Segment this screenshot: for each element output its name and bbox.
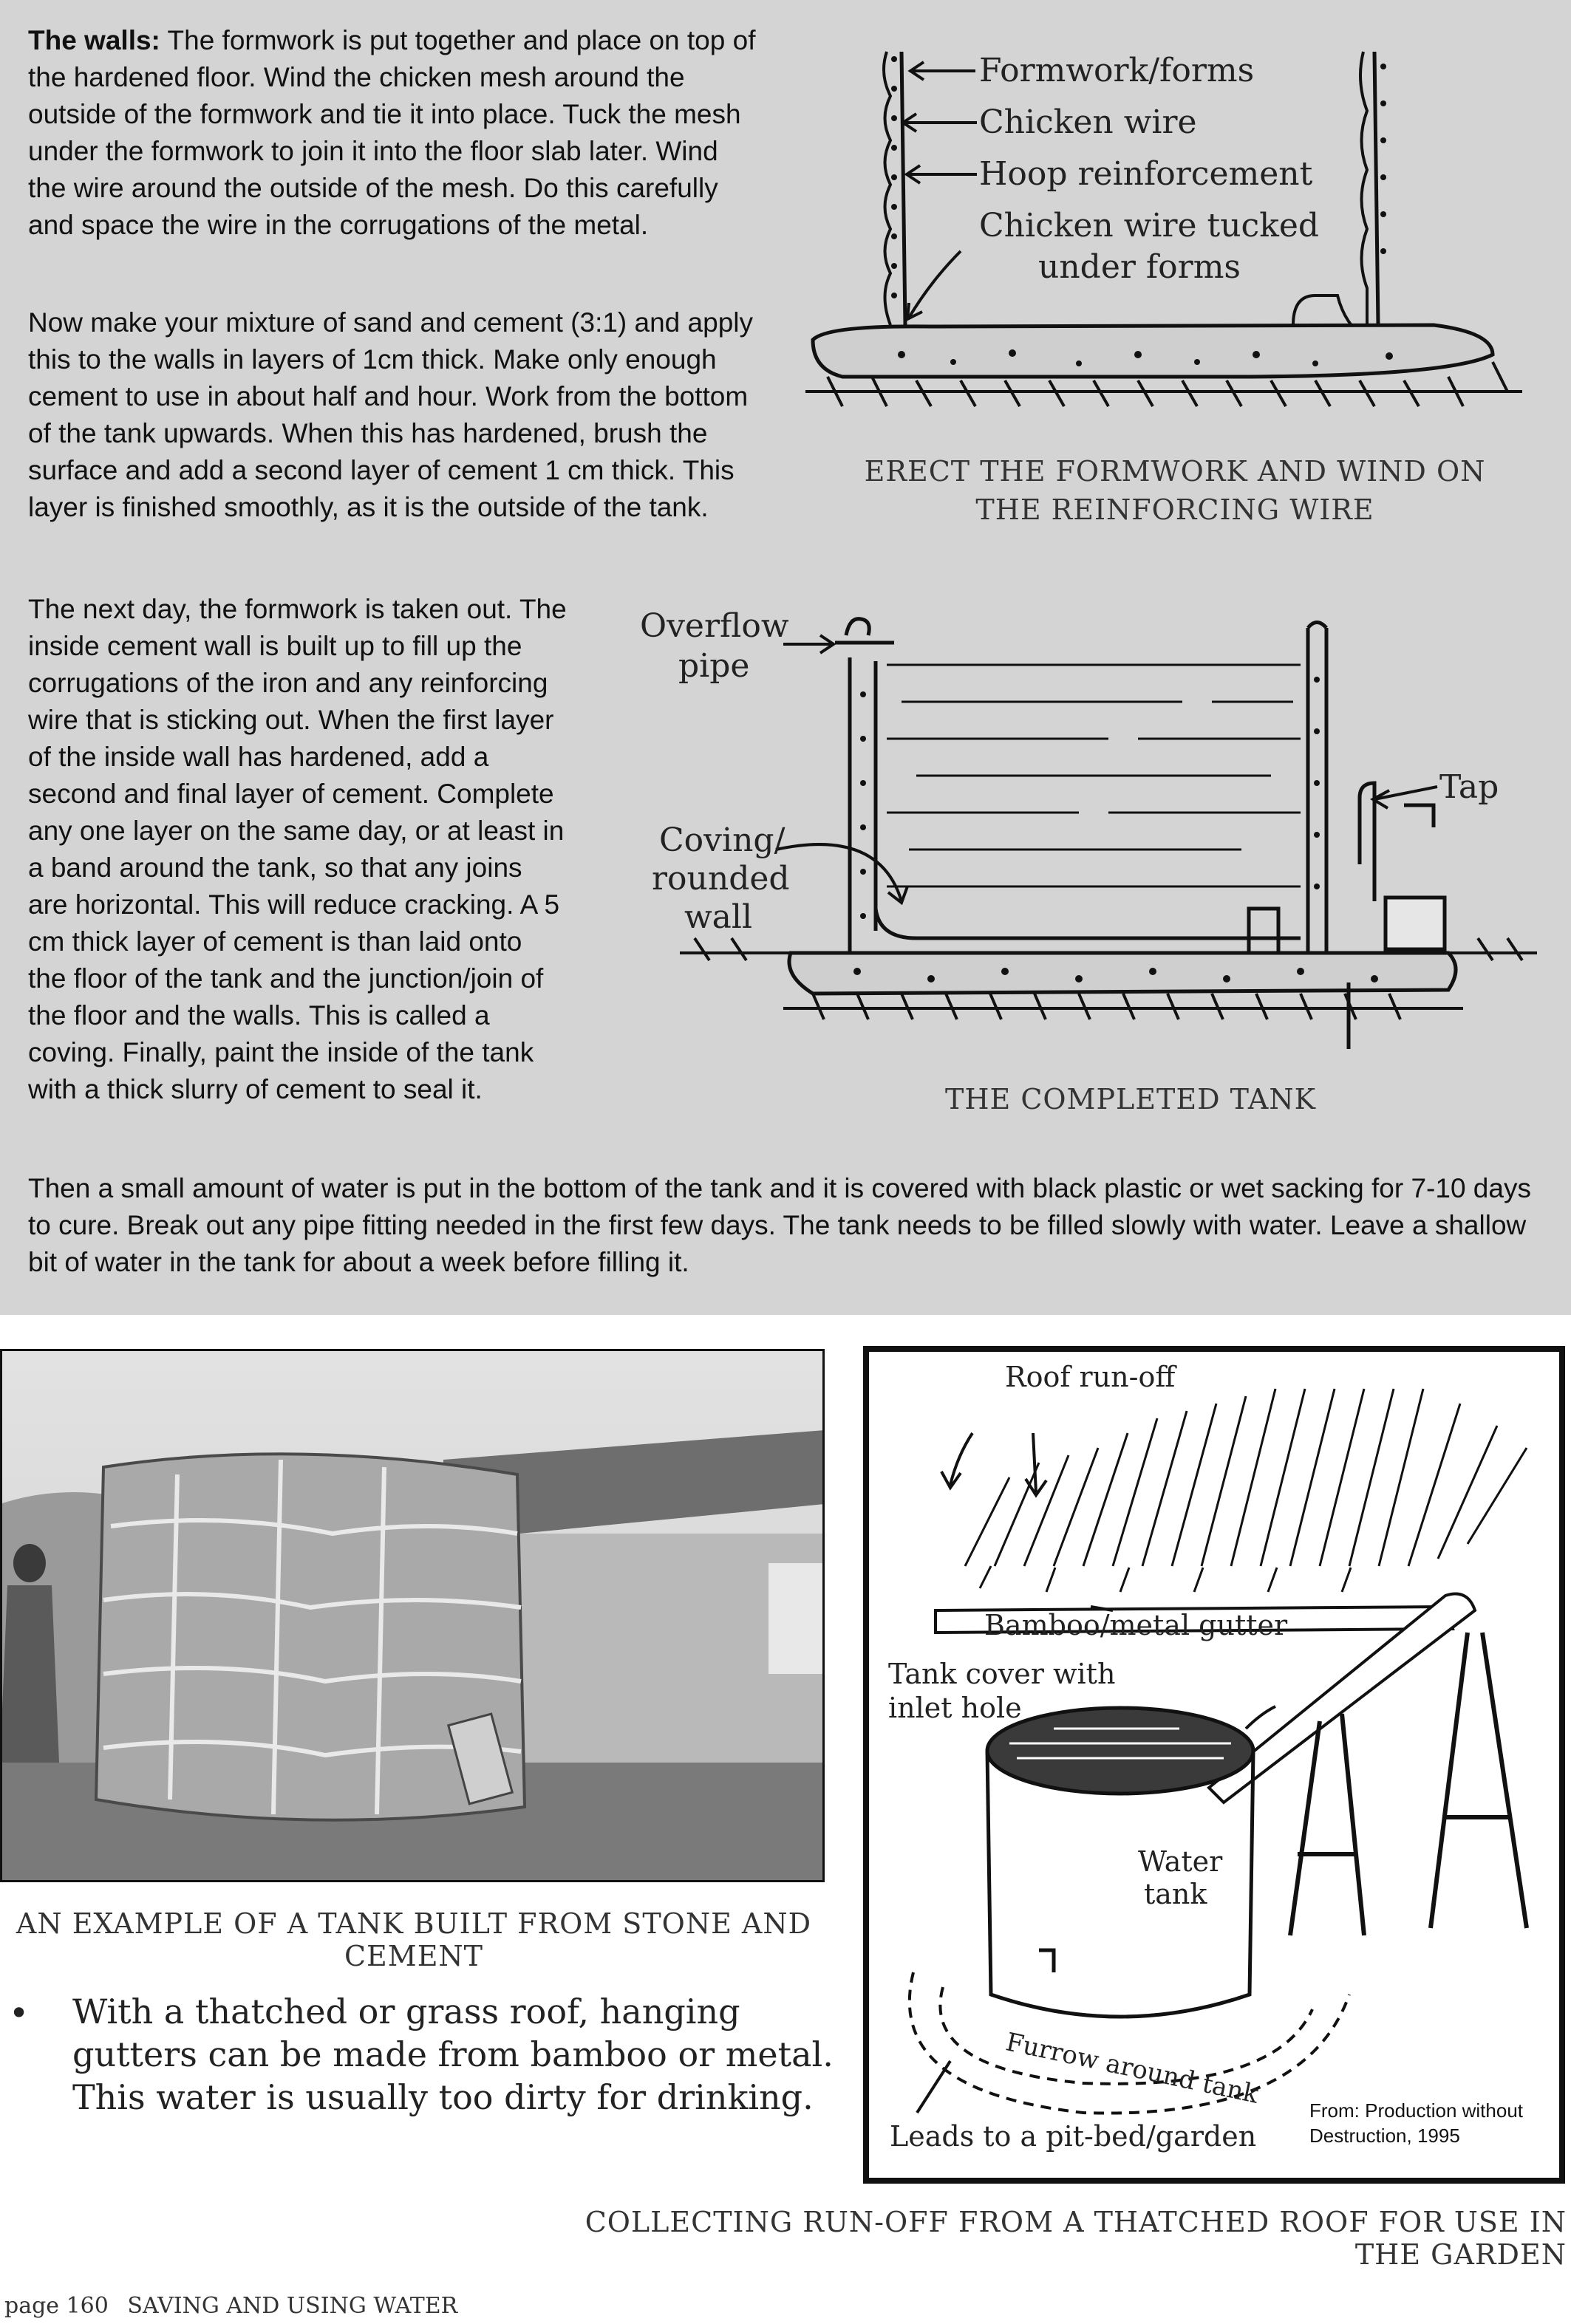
walls-paragraph (28, 22, 760, 244)
label-under-forms: under forms (1038, 248, 1241, 286)
bullet-line-1: With a thatched or grass roof, hanging (72, 1992, 740, 2031)
label-tap: Tap (1439, 768, 1499, 806)
photo-caption: AN EXAMPLE OF A TANK BUILT FROM STONE AND CEMENT (16, 1907, 812, 1972)
page-footer (4, 2293, 457, 2319)
completed-tank-caption: THE COMPLETED TANK (945, 1083, 1316, 1115)
completed-tank-diagram (665, 606, 1552, 1064)
label-water: Water (1138, 1845, 1223, 1878)
walls-heading: The walls: (28, 25, 160, 55)
walls-text: The formwork is put together and place on top of the hardened floor. Wind the chicken mesh around the outside of the formwork and tie it into place. Tuck the mesh under the formwork to join it into the floor slab later. Wind the wire around the outside of the mesh. Do this carefully and space the wire in the corrugations of the metal. (28, 25, 756, 240)
runoff-caption: COLLECTING RUN-OFF FROM A THATCHED ROOF FOR USE IN THE GARDEN (585, 2206, 1567, 2271)
page-number: page 160 (4, 2293, 109, 2319)
label-inlet-hole: inlet hole (888, 1692, 1022, 1724)
curing-paragraph: Then a small amount of water is put in the bottom of the tank and it is covered with black plastic or wet sacking for 7-10 days to cure. Break out any pipe fitting needed in the first few days. The tank needs to be filled slowly with water. Leave a shallow bit of water in the tank for about a week before filling it. (28, 1173, 1531, 1277)
label-chicken-wire: Chicken wire (979, 103, 1197, 141)
label-furrow: Furrow around tank (1003, 2027, 1261, 2110)
formwork-removal-paragraph: The next day, the formwork is taken out. The inside cement wall is built up to fill up the corrugations of the iron and any reinforcing wire that is sticking out. When the first layer of the inside wall has hardened, add a second and final layer of cement. Complete any one layer on the same day, or at least in a band around the tank, so that any joins are horizontal. This will reduce cracking. A 5 cm thick layer of cement is than laid onto the floor of the tank and the junction/join of the floor and the walls. This is called a coving. Finally, paint the inside of the tank with a thick slurry of cement to seal it. (28, 594, 567, 1104)
label-overflow: Overflow (640, 607, 789, 645)
section-title: SAVING AND USING WATER (127, 2293, 458, 2319)
label-tank-cover: Tank cover with (888, 1658, 1116, 1690)
source-line-2: Destruction, 1995 (1309, 2125, 1460, 2147)
label-formwork-forms: Formwork/forms (979, 52, 1255, 89)
formwork-caption-line2: THE REINFORCING WIRE (975, 493, 1374, 526)
label-roof-runoff: Roof run-off (1005, 1361, 1176, 1393)
label-pipe: pipe (678, 647, 750, 685)
bullet-line-3: This water is usually too dirty for drinking. (72, 2077, 814, 2117)
label-tank: tank (1144, 1878, 1207, 1910)
label-rounded: rounded (652, 860, 790, 898)
label-wall: wall (684, 898, 753, 936)
bullet-text (72, 1990, 834, 2119)
bullet-symbol: • (9, 1993, 30, 2033)
label-gutter: Bamboo/metal gutter (984, 1609, 1288, 1641)
label-coving: Coving/ (659, 821, 786, 859)
formwork-caption-line1: ERECT THE FORMWORK AND WIND ON (864, 455, 1486, 488)
label-leads: Leads to a pit-bed/garden (890, 2120, 1257, 2153)
source-line-1: From: Production without (1309, 2099, 1524, 2122)
source-note (1309, 2098, 1523, 2148)
roof-runoff-diagram (862, 1344, 1571, 2187)
stone-tank-photo (0, 1349, 825, 1882)
label-chicken-wire-tucked: Chicken wire tucked (979, 207, 1320, 245)
label-hoop-reinforcement: Hoop reinforcement (979, 155, 1313, 193)
mixture-paragraph: Now make your mixture of sand and cement (3:1) and apply this to the walls in layers of 1cm thick. Make only enough cement to use in about half and hour. Work from the bottom of the tank upwards. When this has hardened, brush the surface and add a second layer of cement 1 cm thick. This layer is finished smoothly, as it is the outside of the tank. (28, 307, 753, 522)
bullet-line-2: gutters can be made from bamboo or metal. (72, 2034, 834, 2074)
